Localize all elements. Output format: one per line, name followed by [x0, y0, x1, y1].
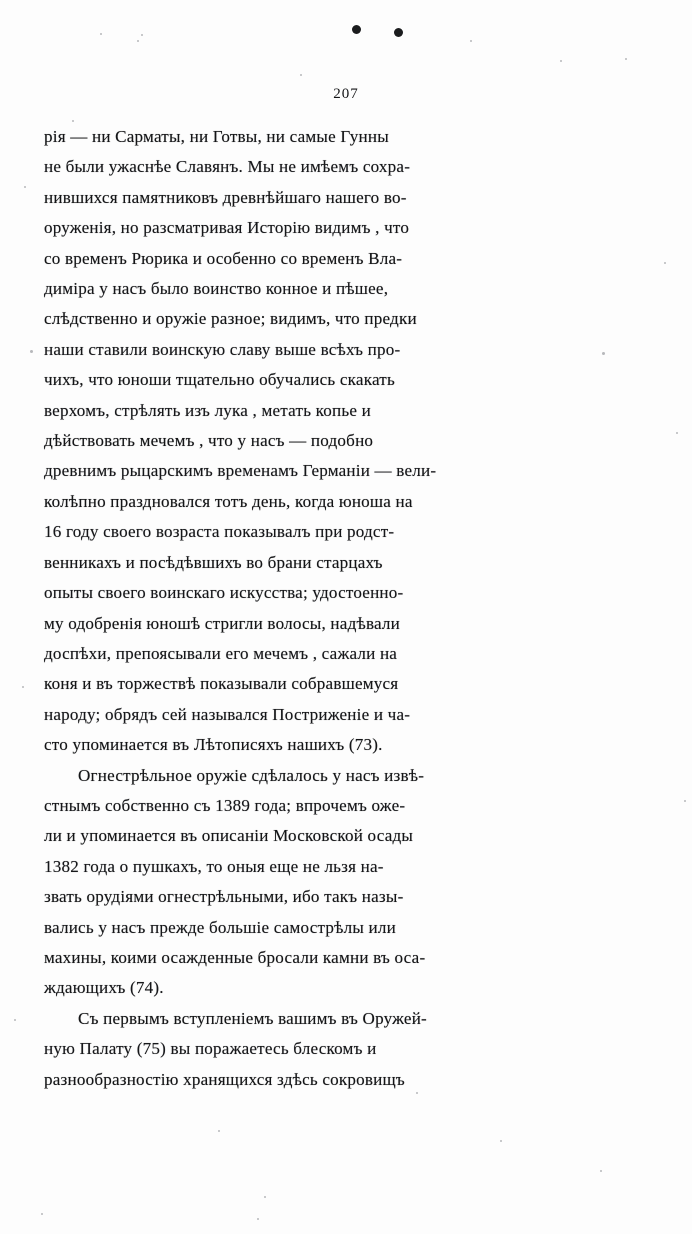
text-line: махины, коими осажденные бросали камни въ оса-: [44, 947, 426, 967]
text-line: стнымъ собственно съ 1389 года; впрочемъ оже-: [44, 795, 406, 815]
text-line: слѣдственно и оружіе разное; видимъ, что предки: [44, 309, 417, 329]
text-line: му одобренія юношѣ стригли волосы, надѣвали: [44, 613, 401, 633]
text-line: опыты своего воинскаго искусства; удостоенно-: [44, 583, 404, 603]
paper-speck: [100, 33, 102, 35]
text-line: народу; обрядъ сей назывался Постриженіе и ча-: [44, 704, 411, 724]
text-line: диміра у насъ было воинство конное и пѣшее,: [44, 279, 389, 299]
text-line: сто упоминается въ Лѣтописяхъ нашихъ (73).: [44, 735, 383, 755]
paper-speck: [602, 352, 605, 355]
paper-speck: [257, 1218, 259, 1220]
paper-speck: [137, 40, 139, 42]
text-line: верхомъ, стрѣлять изъ лука , метать копье и: [44, 400, 372, 420]
paper-speck: [500, 1140, 502, 1142]
paragraph-3: [44, 1004, 644, 1095]
text-line: наши ставили воинскую славу выше всѣхъ про-: [44, 339, 401, 359]
paragraph-1: [44, 122, 644, 761]
paper-speck: [625, 58, 627, 60]
text-line: древнимъ рыцарскимъ временамъ Германіи — вели-: [44, 461, 437, 481]
text-line: со временъ Рюрика и особенно со временъ Вла-: [44, 248, 403, 268]
text-line: ждающихъ (74).: [44, 978, 164, 998]
paper-speck: [72, 120, 74, 122]
paper-speck: [560, 60, 562, 62]
paper-speck: [24, 186, 26, 188]
ink-blot: [394, 28, 403, 37]
page-text-body: [44, 122, 644, 1095]
paper-speck: [22, 686, 24, 688]
paragraph-2: [44, 761, 644, 1004]
paper-speck: [470, 40, 472, 42]
paper-speck: [218, 1130, 220, 1132]
paper-speck: [676, 432, 678, 434]
text-line: венникахъ и посѣдѣвшихъ во брани старцахъ: [44, 552, 383, 572]
text-line: 16 году своего возраста показывалъ при родст-: [44, 522, 395, 542]
text-line: ную Палату (75) вы поражаетесь блескомъ и: [44, 1039, 377, 1059]
paper-speck: [141, 34, 143, 36]
paper-speck: [300, 74, 302, 76]
text-line: разнообразностію хранящихся здѣсь сокровищъ: [44, 1069, 405, 1089]
text-line: вались у насъ прежде большіе самострѣлы или: [44, 917, 396, 937]
text-line: нившихся памятниковъ древнѣйшаго нашего во-: [44, 187, 407, 207]
text-line: не были ужаснѣе Славянъ. Мы не имѣемъ сохра-: [44, 157, 411, 177]
paper-speck: [14, 1019, 16, 1021]
text-line: оруженія, но разсматривая Исторію видимъ , что: [44, 218, 410, 238]
text-line: чихъ, что юноши тщательно обучались скакать: [44, 370, 395, 390]
text-line: ли и упоминается въ описаніи Московской осады: [44, 826, 414, 846]
paper-speck: [264, 1196, 266, 1198]
text-line: Съ первымъ вступленіемъ вашимъ въ Оружей-: [78, 1008, 427, 1028]
text-line: рія — ни Сарматы, ни Готвы, ни самые Гунны: [44, 127, 389, 146]
paper-speck: [30, 350, 33, 353]
paper-speck: [416, 1092, 418, 1094]
text-line: Огнестрѣльное оружіе сдѣлалось у насъ извѣ-: [78, 765, 425, 785]
ink-blot: [352, 25, 361, 34]
paper-speck: [664, 262, 666, 264]
paper-speck: [684, 800, 686, 802]
text-line: колѣпно праздновался тотъ день, когда юноша на: [44, 491, 413, 511]
text-line: дѣйствовать мечемъ , что у насъ — подобно: [44, 431, 374, 451]
text-line: 1382 года о пушкахъ, то оныя еще не льзя на-: [44, 856, 384, 876]
text-line: коня и въ торжествѣ показывали собравшемуся: [44, 674, 399, 694]
text-line: доспѣхи, препоясывали его мечемъ , сажали на: [44, 643, 398, 663]
paper-speck: [41, 1213, 43, 1215]
paper-speck: [600, 1170, 602, 1172]
text-line: звать орудіями огнестрѣльными, ибо такъ назы-: [44, 887, 404, 907]
page-number: 207: [333, 86, 359, 102]
